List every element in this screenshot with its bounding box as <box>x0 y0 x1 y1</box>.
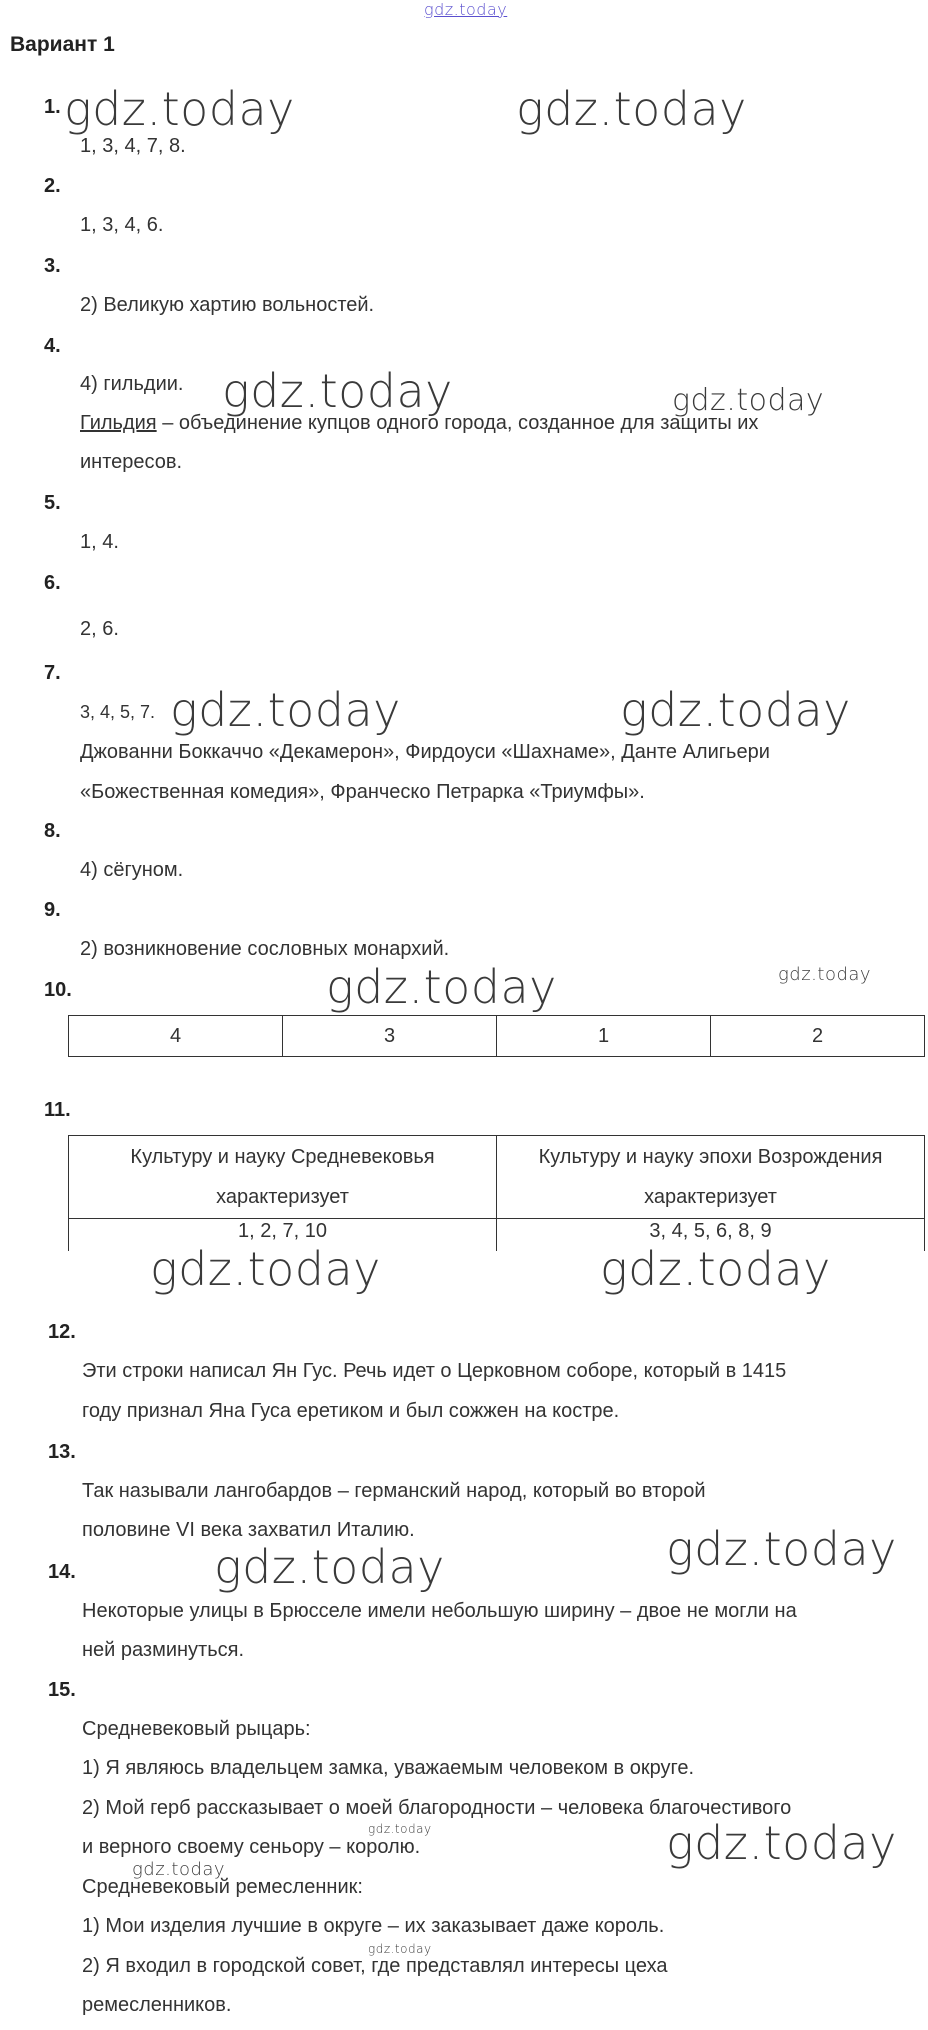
watermark: gdz.today <box>516 82 747 136</box>
answer-text: 1) Я являюсь владельцем замка, уважаемым человеком в округе. <box>82 1757 695 1779</box>
answer-text: Средневековый ремесленник: <box>82 1876 363 1898</box>
answer-number: 9. <box>44 899 61 921</box>
answer-text: Средневековый рыцарь: <box>82 1718 311 1740</box>
definition-line: интересов. <box>80 451 183 473</box>
answer-table-11 <box>68 1135 925 1251</box>
answer-number: 15. <box>48 1679 76 1701</box>
answer-text: Джованни Боккаччо «Декамерон», Фирдоуси «Шахнаме», Данте Алигьери <box>80 741 770 763</box>
watermark: gdz.today <box>170 683 401 737</box>
answer-table-10 <box>68 1015 925 1057</box>
watermark: gdz.today <box>368 1822 432 1836</box>
table-cell: 3, 4, 5, 6, 8, 9 <box>497 1219 925 1252</box>
answer-number: 13. <box>48 1441 76 1463</box>
answer-text: 2) Великую хартию вольностей. <box>80 294 375 316</box>
answer-text: «Божественная комедия», Франческо Петрарка «Триумфы». <box>80 781 645 803</box>
answer-text: 4) сёгуном. <box>80 859 184 881</box>
answer-text: году признал Яна Гуса еретиком и был сожжен на костре. <box>82 1400 620 1422</box>
variant-title: Вариант 1 <box>10 33 115 56</box>
watermark: gdz.today <box>326 960 557 1014</box>
table-cell: 2 <box>711 1016 925 1057</box>
watermark: gdz.today <box>368 1942 432 1956</box>
watermark: gdz.today <box>666 1522 897 1576</box>
answer-text: 2) Мой герб рассказывает о моей благородности – человека благочестивого <box>82 1797 792 1819</box>
answer-text: 1, 3, 4, 6. <box>80 214 164 236</box>
watermark: gdz.today <box>222 364 453 418</box>
table-header: Культуру и науку Средневековья характеризует <box>69 1136 497 1219</box>
watermark: gdz.today <box>64 82 295 136</box>
answer-number: 1. <box>44 96 61 118</box>
answer-number: 14. <box>48 1561 76 1583</box>
answer-text: ремесленников. <box>82 1994 232 2016</box>
answer-number: 10. <box>44 979 72 1001</box>
answer-text: половине VI века захватил Италию. <box>82 1519 415 1541</box>
watermark: gdz.today <box>672 383 825 418</box>
table-cell: 3 <box>283 1016 497 1057</box>
answer-text: 3, 4, 5, 7. <box>80 702 156 722</box>
answer-text: 2) Я входил в городской совет, где представлял интересы цеха <box>82 1955 668 1977</box>
answer-text: Некоторые улицы в Брюсселе имели небольшую ширину – двое не могли на <box>82 1600 797 1622</box>
answer-text: 1, 4. <box>80 531 119 553</box>
answer-text: 4) гильдии. <box>80 373 184 395</box>
answer-number: 2. <box>44 175 61 197</box>
watermark: gdz.today <box>620 683 851 737</box>
answer-text: Так называли лангобардов – германский народ, который во второй <box>82 1480 706 1502</box>
answer-text: 1, 3, 4, 7, 8. <box>80 135 186 157</box>
answer-number: 3. <box>44 255 61 277</box>
watermark: gdz.today <box>214 1540 445 1594</box>
definition-text: – объединение купцов одного города, созданное для защиты их <box>156 412 759 434</box>
table-cell: 1 <box>497 1016 711 1057</box>
watermark-top-link[interactable]: gdz.today <box>424 0 508 19</box>
answer-number: 11. <box>44 1099 71 1121</box>
answer-text: 2, 6. <box>80 618 119 640</box>
watermark: gdz.today <box>666 1816 897 1870</box>
answer-number: 7. <box>44 662 61 684</box>
watermark: gdz.today <box>778 964 872 985</box>
answer-number: 12. <box>48 1321 76 1343</box>
answer-number: 6. <box>44 572 61 594</box>
answer-text: и верного своему сеньору – королю. <box>82 1836 421 1858</box>
watermark: gdz.today <box>600 1242 831 1296</box>
answer-text: 2) возникновение сословных монархий. <box>80 938 450 960</box>
table-cell: 1, 2, 7, 10 <box>69 1219 497 1252</box>
watermark: gdz.today <box>132 1859 226 1880</box>
answer-text: ней разминуться. <box>82 1639 245 1661</box>
answer-number: 5. <box>44 492 61 514</box>
answer-number: 8. <box>44 820 61 842</box>
answer-number: 4. <box>44 335 61 357</box>
table-cell: 4 <box>69 1016 283 1057</box>
term-gildiya: Гильдия <box>80 412 157 434</box>
table-header: Культуру и науку эпохи Возрождения характеризует <box>497 1136 925 1219</box>
answer-text: 1) Мои изделия лучшие в округе – их заказывает даже король. <box>82 1915 665 1937</box>
answer-text: Эти строки написал Ян Гус. Речь идет о Церковном соборе, который в 1415 <box>82 1360 787 1382</box>
watermark: gdz.today <box>150 1242 381 1296</box>
